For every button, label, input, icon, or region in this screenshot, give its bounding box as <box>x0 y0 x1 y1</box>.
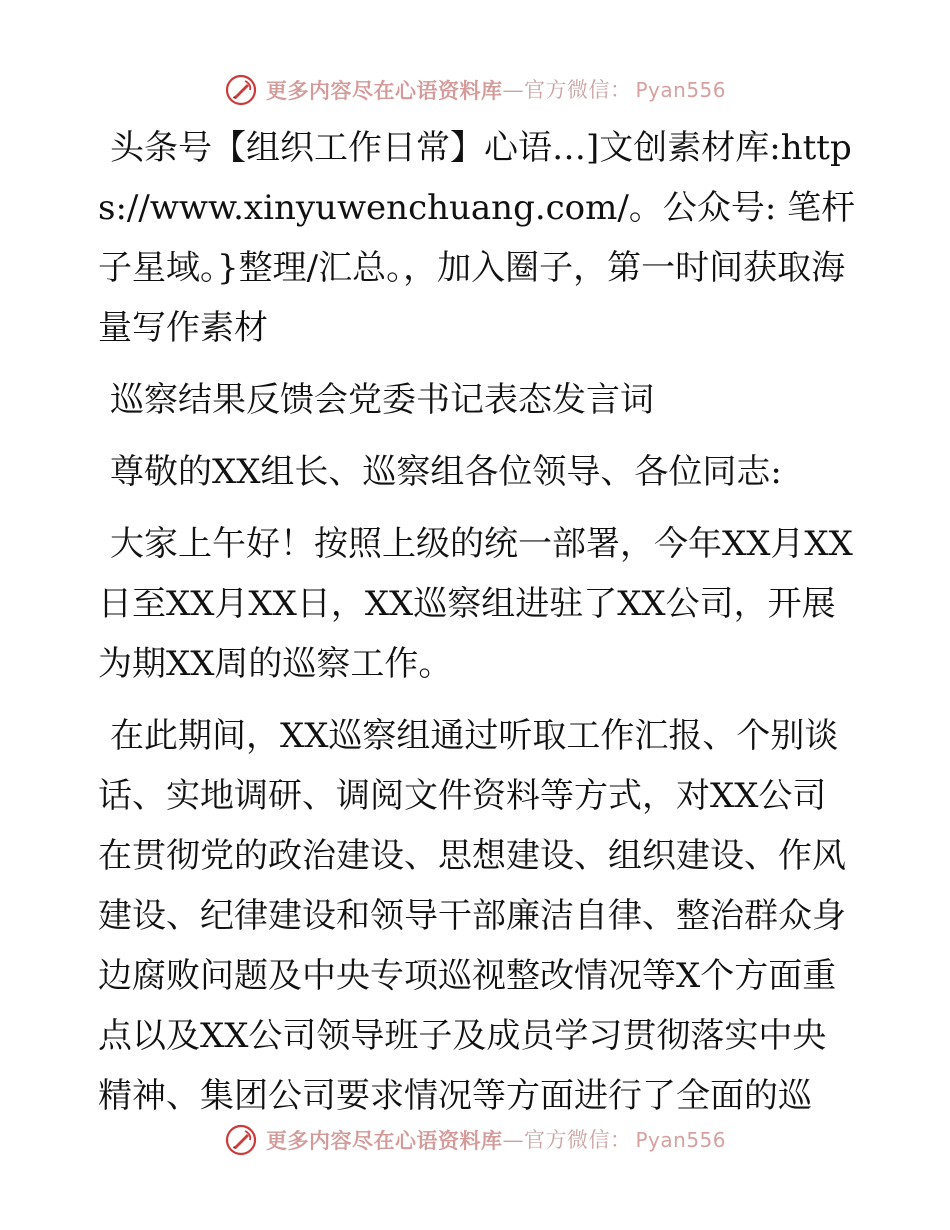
watermark-header <box>0 70 950 110</box>
salutation-text: 尊敬的XX组长、巡察组各位领导、各位同志: <box>110 452 782 492</box>
watermark-footer <box>0 1120 950 1160</box>
pen-logo-icon <box>224 1123 258 1157</box>
watermark-text <box>265 77 726 103</box>
watermark-wechat-id: Pyan556 <box>635 78 726 102</box>
watermark-main-text: 更多内容尽在心语资料库 <box>265 1127 503 1153</box>
salutation-paragraph <box>98 442 858 502</box>
document-title-text: 巡察结果反馈会党委书记表态发言词 <box>110 380 654 420</box>
pen-logo-icon <box>224 73 258 107</box>
document-title <box>98 370 858 430</box>
watermark-separator: — <box>502 77 524 102</box>
watermark-main-text: 更多内容尽在心语资料库 <box>265 77 503 103</box>
body-paragraph-2 <box>98 706 858 1126</box>
watermark-wechat-label: 官方微信： <box>523 1127 632 1152</box>
body-paragraph-1 <box>98 514 858 694</box>
watermark-wechat-id: Pyan556 <box>635 1128 726 1152</box>
source-link-paragraph <box>98 118 858 358</box>
watermark-separator: — <box>502 1127 524 1152</box>
watermark-text <box>265 1127 726 1153</box>
body-paragraph-1-text: 大家上午好！按照上级的统一部署，今年XX月XX日至XX月XX日，XX巡察组进驻了XX公司，开展为期XX周的巡察工作。 <box>98 524 853 684</box>
document-content <box>98 118 858 1126</box>
source-link-text: 头条号【组织工作日常】心语…]文创素材库:https://www.xinyuwenchuang.com/。公众号: 笔杆子星域。}整理/汇总。，加入圈子，第一时间获取海量写作素材 <box>98 128 856 348</box>
body-paragraph-2-text: 在此期间，XX巡察组通过听取工作汇报、个别谈话、实地调研、调阅文件资料等方式，对XX公司在贯彻党的政治建设、思想建设、组织建设、作风建设、纪律建设和领导干部廉洁自律、整治群众身边腐败问题及中央专项巡视整改情况等X个方面重点以及XX公司领导班子及成员学习贯彻落实中央精神、集团公司要求情况等方面进行了全面的巡 <box>98 716 846 1116</box>
watermark-wechat-label: 官方微信： <box>523 77 632 102</box>
